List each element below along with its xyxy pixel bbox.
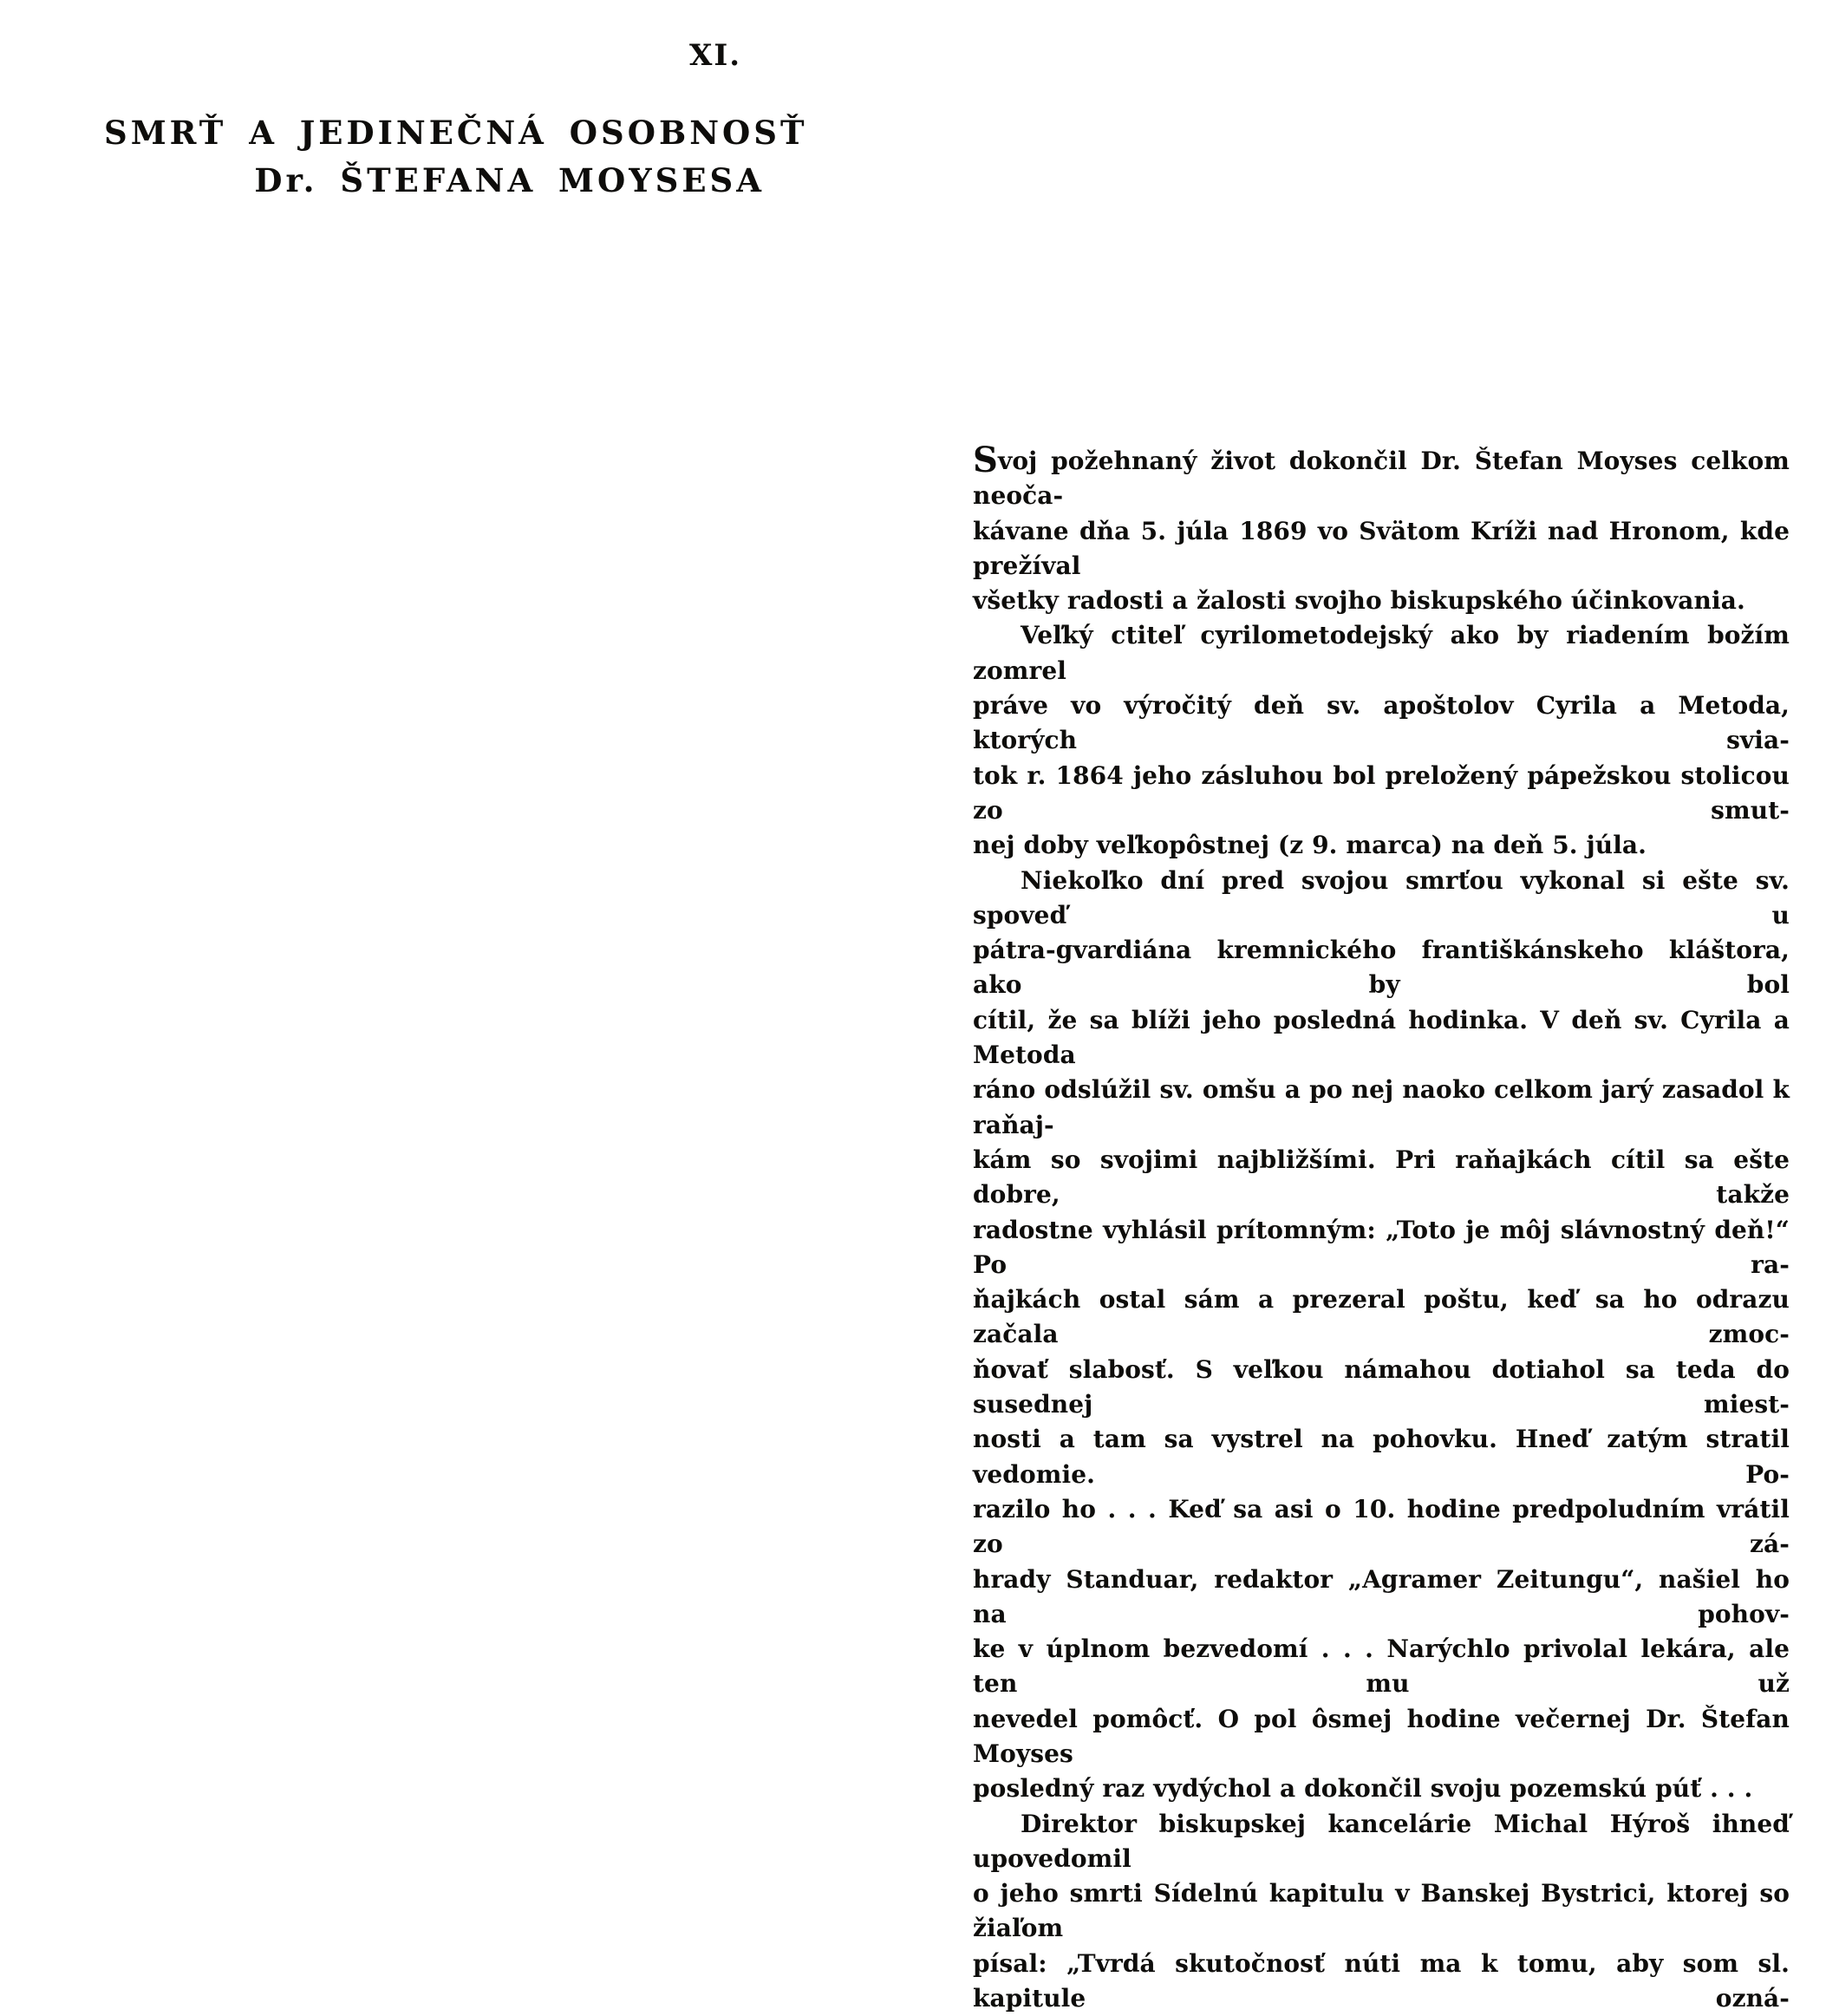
body-text-line: radostne vyhlásil prítomným: „Toto je môj slávnostný deň!“ Po ra- xyxy=(973,1215,1790,1279)
body-text-line: hrady Standuar, redaktor „Agramer Zeitungu“, našiel ho na pohov- xyxy=(973,1564,1790,1628)
chapter-title-line-2: Dr. ŠTEFANA MOYSESA xyxy=(254,161,765,199)
body-text-line: o jeho smrti Sídelnú kapitulu v Banskej Bystrici, ktorej so žiaľom xyxy=(973,1879,1790,1943)
body-text-line: tok r. 1864 jeho zásluhou bol preložený pápežskou stolicou zo smut- xyxy=(973,760,1790,825)
chapter-title xyxy=(104,109,808,205)
body-text-line: práve vo výročitý deň sv. apoštolov Cyrila a Metoda, ktorých svia- xyxy=(973,691,1790,755)
body-text-line: Direktor biskupskej kancelárie Michal Hýroš ihneď upovedomil xyxy=(973,1809,1790,1873)
body-text-line: ňovať slabosť. S veľkou námahou dotiahol sa teda do susednej miest- xyxy=(973,1354,1790,1419)
body-text-line: všetky radosti a žalosti svojho biskupského účinkovania. xyxy=(973,586,1745,616)
body-text-line: nej doby veľkopôstnej (z 9. marca) na deň 5. júla. xyxy=(973,831,1647,860)
chapter-title-line-1: SMRŤ A JEDINEČNÁ OSOBNOSŤ xyxy=(104,114,808,152)
body-text-line: Veľký ctiteľ cyrilometodejský ako by riadením božím zomrel xyxy=(973,621,1790,685)
body-text-line: písal: „Tvrdá skutočnosť núti ma k tomu, aby som sl. kapitule ozná- xyxy=(973,1948,1790,2013)
body-text-line: ňajkách ostal sám a prezeral poštu, keď sa ho odrazu začala zmoc- xyxy=(973,1285,1790,1349)
body-text-line: nevedel pomôcť. O pol ôsmej hodine večernej Dr. Štefan Moyses xyxy=(973,1704,1790,1768)
body-text-line: ráno odslúžil sv. omšu a po nej naoko celkom jarý zasadol k raňaj- xyxy=(973,1075,1790,1139)
body-text-line: kávane dňa 5. júla 1869 vo Svätom Kríži nad Hronom, kde prežíval xyxy=(973,516,1790,580)
body-text-line: pátra-gvardiána kremnického františkánskeho kláštora, ako by bol xyxy=(973,936,1790,1000)
chapter-number: XI. xyxy=(688,38,742,73)
body-text-line: Svoj požehnaný život dokončil Dr. Štefan Moyses celkom neoča- xyxy=(973,440,1790,511)
body-text-column xyxy=(973,440,1790,2016)
body-text-line: nosti a tam sa vystrel na pohovku. Hneď zatým stratil vedomie. Po- xyxy=(973,1425,1790,1489)
body-text-line: cítil, že sa blíži jeho posledná hodinka. V deň sv. Cyrila a Metoda xyxy=(973,1005,1790,1070)
body-text-line: razilo ho . . . Keď sa asi o 10. hodine predpoludním vrátil zo zá- xyxy=(973,1494,1790,1559)
body-text-line: ke v úplnom bezvedomí . . . Narýchlo privolal lekára, ale ten mu už xyxy=(973,1634,1790,1699)
body-text-line: posledný raz vydýchol a dokončil svoju pozemskú púť . . . xyxy=(973,1774,1753,1804)
body-text-line: kám so svojimi najbližšími. Pri raňajkách cítil sa ešte dobre, takže xyxy=(973,1145,1790,1210)
body-text-line: Niekoľko dní pred svojou smrťou vykonal si ešte sv. spoveď u xyxy=(973,865,1790,930)
drop-cap-initial: S xyxy=(973,440,998,480)
